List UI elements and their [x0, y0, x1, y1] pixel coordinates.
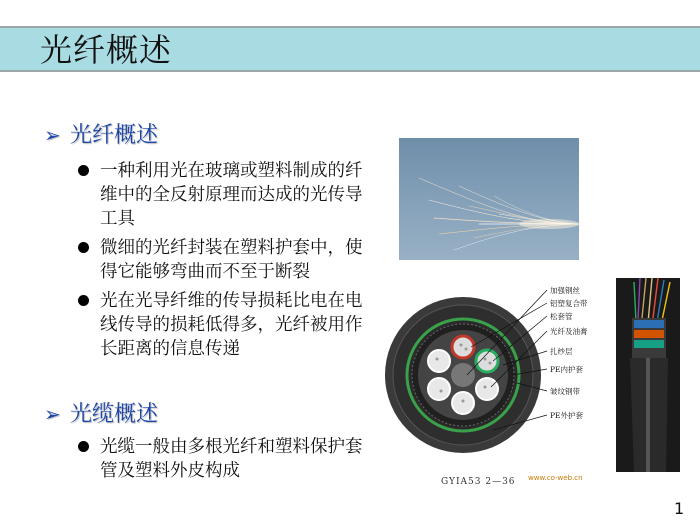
bullet-text: 光在光导纤维的传导损耗比电在电线传导的损耗低得多，光纤被用作长距离的信息传递 [100, 291, 363, 359]
page-number: 1 [674, 499, 685, 518]
bullet-text: 光缆一般由多根光纤和塑料保护套管及塑料外皮构成 [100, 437, 363, 481]
round-bullet-icon [78, 295, 89, 306]
fiber-optic-photo [399, 138, 579, 260]
bullet-text: 微细的光纤封装在塑料护套中，使得它能够弯曲而不至于断裂 [100, 238, 363, 282]
label-loose-tube: 松套管 [550, 312, 573, 321]
list-item [76, 435, 376, 483]
section-heading-text: 光纤概述 [70, 123, 159, 148]
cable-photo [616, 278, 680, 472]
arrow-bullet-icon: ➢ [44, 123, 61, 147]
round-bullet-icon [78, 165, 89, 176]
label-fiber-gel: 光纤及油膏 [550, 327, 588, 336]
arrow-bullet-icon: ➢ [44, 402, 61, 426]
title-bar [0, 26, 700, 72]
slide-title: 光纤概述 [40, 31, 173, 69]
cable-bullet-list [76, 435, 376, 488]
round-bullet-icon [78, 441, 89, 452]
label-pe-inner: PE内护套 [550, 365, 584, 374]
list-item [76, 159, 376, 231]
list-item [76, 236, 376, 284]
section-heading-text: 光缆概述 [70, 402, 159, 427]
cable-cross-section-diagram [383, 275, 613, 490]
label-aluminum-tape: 铝塑复合带 [550, 299, 588, 308]
label-steel-wire: 加强钢丝 [550, 286, 580, 295]
label-yarn-layer: 扎纱层 [550, 347, 573, 356]
label-pe-outer: PE外护套 [550, 411, 584, 420]
website-watermark: www.co-web.cn [528, 474, 583, 482]
fiber-bullet-list [76, 159, 376, 366]
section-heading-fiber [44, 121, 158, 150]
cable-model-code: GYIA53 2—36 [441, 477, 516, 487]
list-item [76, 289, 376, 361]
round-bullet-icon [78, 242, 89, 253]
section-heading-cable [44, 400, 158, 429]
bullet-text: 一种利用光在玻璃或塑料制成的纤维中的全反射原理而达成的光传导工具 [100, 161, 363, 229]
label-corrugated-steel: 皱纹钢带 [550, 387, 580, 396]
